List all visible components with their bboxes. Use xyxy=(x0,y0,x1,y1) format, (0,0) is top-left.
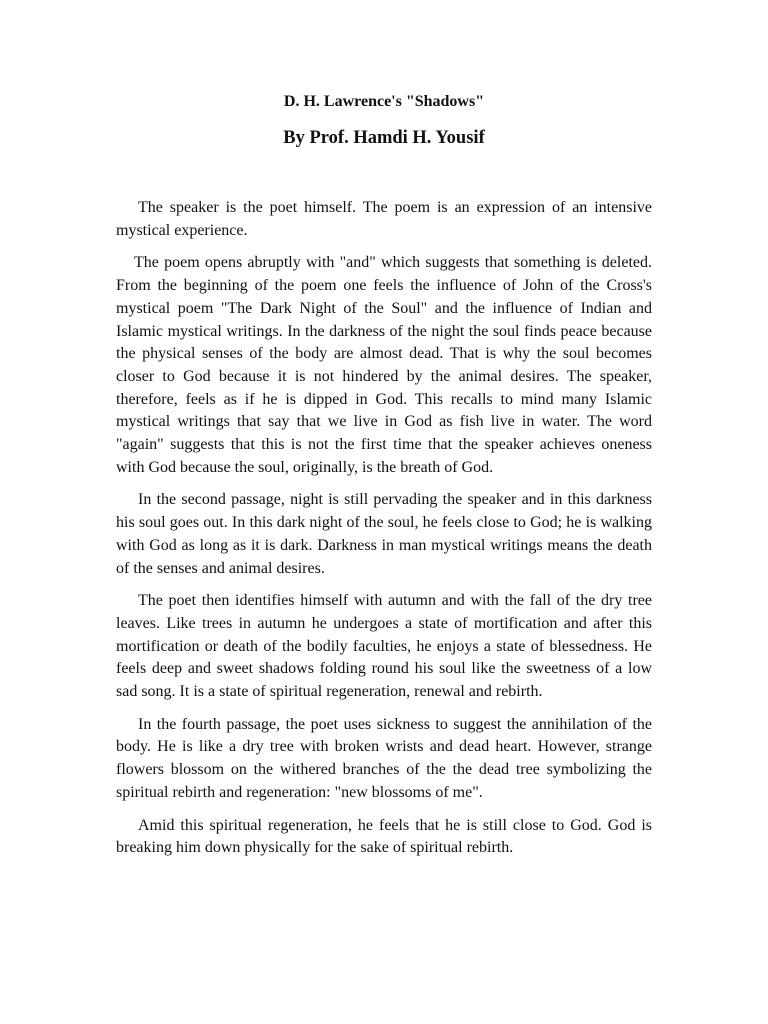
paragraph-6: Amid this spiritual regeneration, he feels that he is still close to God. God is breaking him down physically for the sake of spiritual rebirth. xyxy=(116,816,652,857)
paragraph-1: The speaker is the poet himself. The poem is an expression of an intensive mystical experience. xyxy=(116,199,652,239)
document-title: D. H. Lawrence's "Shadows" xyxy=(283,93,485,110)
paragraph-2: The poem opens abruptly with "and" which suggests that something is deleted. From the beginning of the poem one feels the influence of John of the Cross's mystical poem "The Dark Night of the Soul" and the influence of Indian and Islamic mystical writings. In the darkness of the night the soul finds peace because the physical senses of the body are almost dead. That is why the soul becomes closer to God because it is not hindered by the animal desires. The speaker, therefore, feels as if he is dipped in God. This recalls to mind many Islamic mystical writings that say that we live in God as fish live in water. The word "again" suggests that this is not the first time that the speaker achieves oneness with God because the soul, originally, is the breath of God. xyxy=(116,254,652,476)
document-body xyxy=(116,197,652,870)
author-line: By Prof. Hamdi H. Yousif xyxy=(283,128,485,148)
paragraph-5: In the fourth passage, the poet uses sickness to suggest the annihilation of the body. He is like a dry tree with broken wrists and dead heart. However, strange flowers blossom on the withered branches of the the dead tree symbolizing the spiritual rebirth and regeneration: "new blossoms of me". xyxy=(116,715,652,801)
document-page xyxy=(116,0,652,1024)
paragraph-3: In the second passage, night is still pervading the speaker and in this darkness his soul goes out. In this dark night of the soul, he feels close to God; he is walking with God as long as it is dark. Darkness in man mystical writings means the death of the senses and animal desires. xyxy=(116,491,652,577)
paragraph-4: The poet then identifies himself with autumn and with the fall of the dry tree leaves. Like trees in autumn he undergoes a state of mortification and after this mortification or death of the bodily faculties, he enjoys a state of blessedness. He feels deep and sweet shadows folding round his soul like the sweetness of a low sad song. It is a state of spiritual regeneration, renewal and rebirth. xyxy=(116,592,652,701)
